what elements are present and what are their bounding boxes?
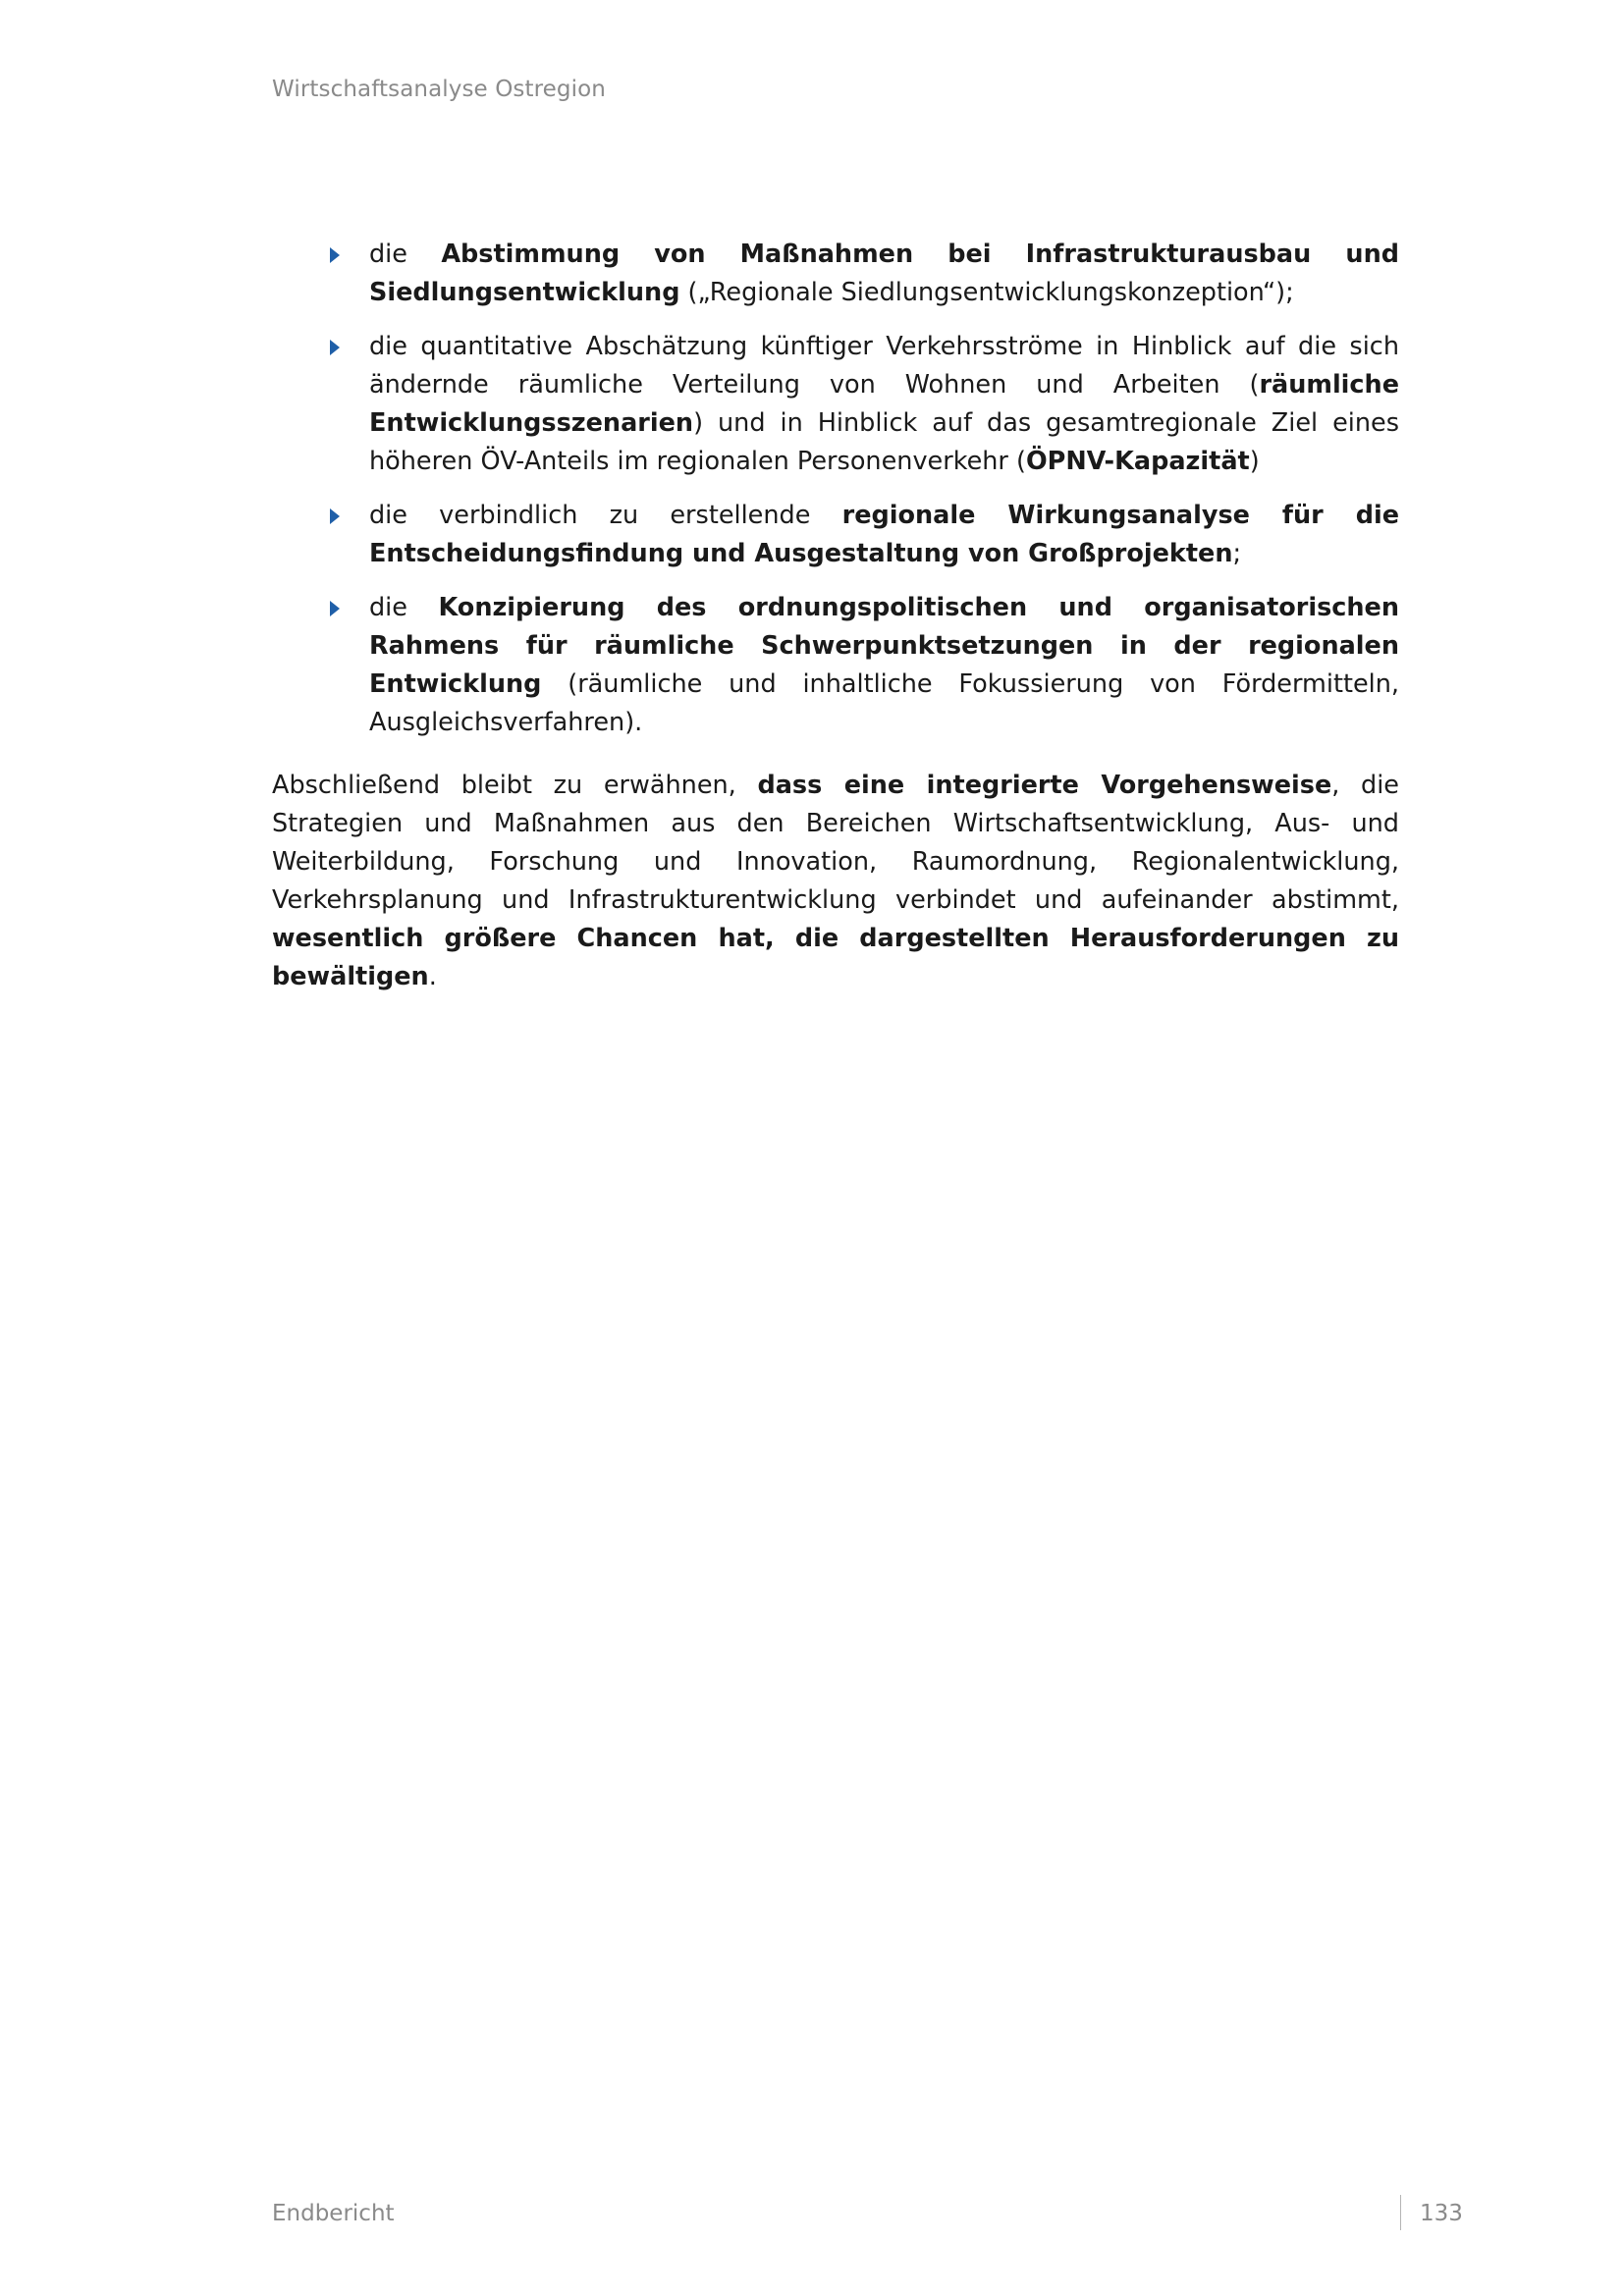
- item-text: (räumliche und inhaltliche Fokussierung von Fördermitteln, Ausgleichsverfahren).: [369, 669, 1399, 737]
- triangle-bullet-icon: [330, 340, 340, 355]
- triangle-bullet-icon: [330, 601, 340, 616]
- item-emphasis: Konzipierung des ordnungspolitischen und organisatorischen Rahmens für räumliche Schwerpunktsetzungen in der regionalen Entwicklung: [369, 593, 1399, 699]
- paragraph-emphasis: dass eine integrierte Vorgehensweise: [757, 771, 1332, 800]
- item-text: die verbindlich zu erstellende: [369, 501, 842, 530]
- item-text: („Regionale Siedlungsentwicklungskonzeption“);: [679, 278, 1294, 307]
- footer-divider: [1400, 2195, 1401, 2230]
- paragraph-text: Abschließend bleibt zu erwähnen,: [272, 771, 758, 800]
- page-number: 133: [1420, 2201, 1463, 2226]
- triangle-bullet-icon: [330, 508, 340, 524]
- paragraph-text: .: [428, 962, 437, 991]
- item-emphasis: regionale Wirkungsanalyse für die Entscheidungsfindung und Ausgestaltung von Großprojekten: [369, 501, 1400, 568]
- list-item: [272, 589, 1399, 742]
- item-emphasis: Abstimmung von Maßnahmen bei Infrastrukturausbau und Siedlungsentwicklung: [369, 240, 1399, 307]
- paragraph-text: , die Strategien und Maßnahmen aus den Bereichen Wirtschaftsentwicklung, Aus- und Weiterbildung, Forschung und Innovation, Raumordnung, Regionalentwicklung, Verkehrsplanung und Infrastrukturentwicklung verbindet und aufeinander abstimmt,: [272, 771, 1399, 915]
- item-text: ) und in Hinblick auf das gesamtregionale Ziel eines höheren ÖV-Anteils im regionalen Personenverkehr (: [369, 408, 1399, 476]
- item-text: ): [1249, 447, 1260, 476]
- item-emphasis: ÖPNV-Kapazität: [1025, 447, 1250, 476]
- triangle-bullet-icon: [330, 247, 340, 263]
- main-content: [272, 236, 1399, 996]
- list-item: [272, 497, 1399, 573]
- list-item: [272, 328, 1399, 481]
- paragraph-emphasis: wesentlich größere Chancen hat, die dargestellten Herausforderungen zu bewältigen: [272, 924, 1399, 991]
- item-text: die: [369, 593, 439, 622]
- closing-paragraph: [272, 767, 1399, 996]
- footer-label: Endbericht: [272, 2201, 395, 2226]
- item-text: die quantitative Abschätzung künftiger Verkehrsströme in Hinblick auf die sich ändernde räumliche Verteilung von Wohnen und Arbeiten (: [369, 332, 1399, 400]
- bullet-list: [272, 236, 1399, 742]
- list-item: [272, 236, 1399, 312]
- item-emphasis: räumliche Entwicklungsszenarien: [369, 370, 1399, 438]
- item-text: ;: [1232, 539, 1242, 568]
- running-header: Wirtschaftsanalyse Ostregion: [272, 77, 606, 102]
- item-text: die: [369, 240, 442, 269]
